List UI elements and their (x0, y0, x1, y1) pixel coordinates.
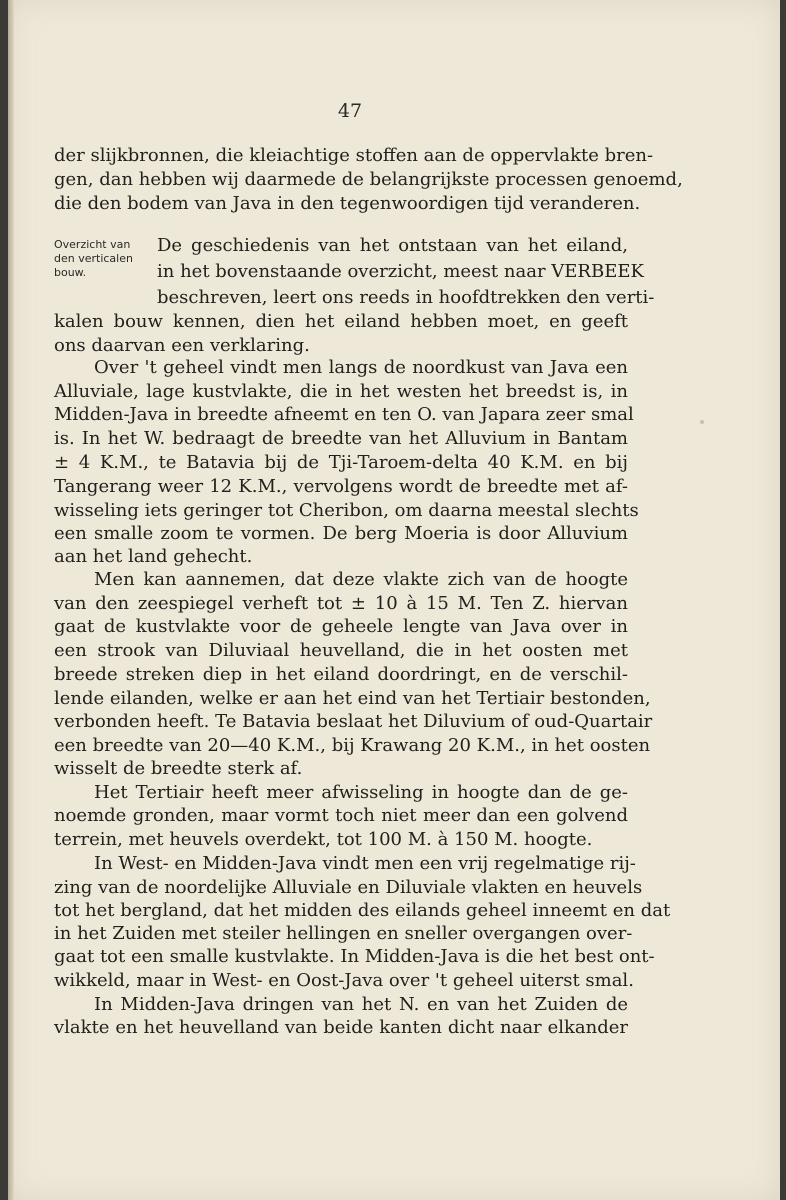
page-gutter (8, 0, 14, 1200)
text-line: wikkeld, maar in West- en Oost-Java over 't geheel uiterst smal. (54, 970, 634, 991)
text-line: lende eilanden, welke er aan het eind van het Tertiair bestonden, (54, 688, 651, 709)
text-line: wisseling iets geringer tot Cheribon, om daarna meestal slechts (54, 500, 639, 521)
text-line: van den zeespiegel verheft tot ± 10 à 15 M. Ten Z. hiervan (54, 593, 628, 614)
text-line: aan het land gehecht. (54, 546, 253, 567)
text-line: In West- en Midden-Java vindt men een vrij regelmatige rij- (94, 853, 636, 874)
text-line: wisselt de breedte sterk af. (54, 758, 303, 779)
text-line: een smalle zoom te vormen. De berg Moeria is door Alluvium (54, 523, 628, 544)
text-line: een strook van Diluviaal heuvelland, die in het oosten met (54, 640, 628, 661)
text-line: De geschiedenis van het ontstaan van het eiland, (157, 235, 628, 256)
text-line: gaat de kustvlakte voor de geheele lengte van Java over in (54, 616, 628, 637)
text-line: in het Zuiden met steiler hellingen en sneller overgangen over- (54, 923, 633, 944)
text-line: gaat tot een smalle kustvlakte. In Midden-Java is die het best ont- (54, 946, 655, 967)
text-line: Over 't geheel vindt men langs de noordkust van Java een (94, 357, 628, 378)
margin-note (54, 238, 164, 280)
margin-note-line: Overzicht van (54, 238, 131, 251)
page-number: 47 (337, 100, 363, 122)
text-line: Men kan aannemen, dat deze vlakte zich van de hoogte (94, 569, 628, 590)
text-line: kalen bouw kennen, dien het eiland hebben moet, en geeft (54, 311, 628, 332)
margin-note-line: bouw. (54, 266, 87, 279)
text-line: ± 4 K.M., te Batavia bij de Tji-Taroem-delta 40 K.M. en bij (54, 452, 628, 473)
text-line: terrein, met heuvels overdekt, tot 100 M. à 150 M. hoogte. (54, 829, 593, 850)
text-line: beschreven, leert ons reeds in hoofdtrekken den verti- (157, 287, 655, 308)
text-line: Het Tertiair heeft meer afwisseling in hoogte dan de ge- (94, 782, 628, 803)
text-line: in het bovenstaande overzicht, meest naar VERBEEK (157, 261, 644, 282)
text-line: is. In het W. bedraagt de breedte van het Alluvium in Bantam (54, 428, 628, 449)
text-line: zing van de noordelijke Alluviale en Diluviale vlakten en heuvels (54, 877, 643, 898)
text-line: vlakte en het heuvelland van beide kanten dicht naar elkander (54, 1017, 628, 1038)
text-line: In Midden-Java dringen van het N. en van het Zuiden de (94, 994, 628, 1015)
text-line: der slijkbronnen, die kleiachtige stoffen aan de oppervlakte bren- (54, 145, 654, 166)
text-line: verbonden heeft. Te Batavia beslaat het Diluvium of oud-Quartair (54, 711, 653, 732)
margin-note-line: den verticalen (54, 252, 133, 265)
text-line: noemde gronden, maar vormt toch niet meer dan een golvend (54, 805, 628, 826)
text-line: Alluviale, lage kustvlakte, die in het westen het breedst is, in (54, 381, 628, 402)
text-line: een breedte van 20—40 K.M., bij Krawang 20 K.M., in het oosten (54, 735, 651, 756)
text-line: die den bodem van Java in den tegenwoordigen tijd veranderen. (54, 193, 641, 214)
text-line: Tangerang weer 12 K.M., vervolgens wordt de breedte met af- (54, 476, 628, 497)
text-line: Midden-Java in breedte afneemt en ten O. van Japara zeer smal (54, 404, 634, 425)
text-line: breede streken diep in het eiland doordringt, en de verschil- (54, 664, 628, 685)
paper-speck (700, 420, 704, 424)
text-line: tot het bergland, dat het midden des eilands geheel inneemt en dat (54, 900, 671, 921)
text-line: gen, dan hebben wij daarmede de belangrijkste processen genoemd, (54, 169, 683, 190)
text-line: ons daarvan een verklaring. (54, 335, 310, 356)
